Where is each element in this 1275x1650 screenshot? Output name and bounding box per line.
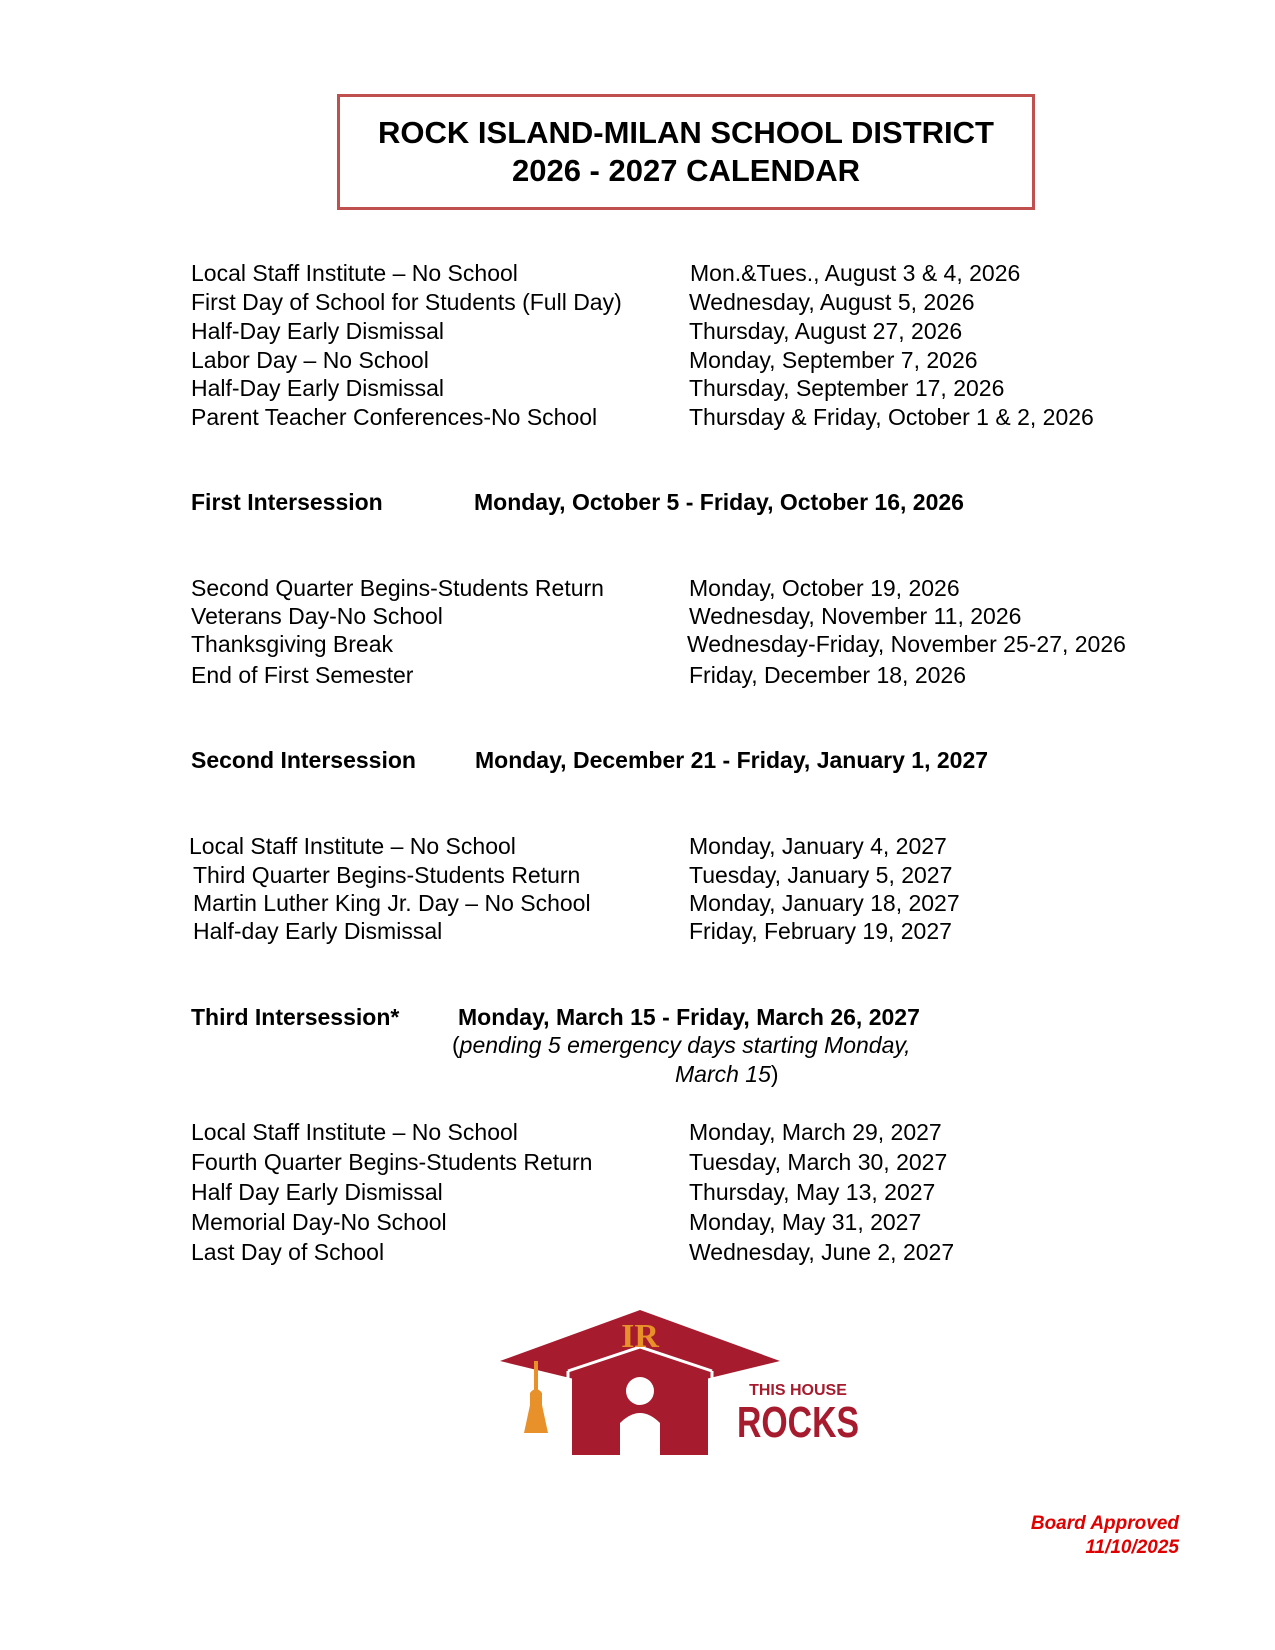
district-title: ROCK ISLAND-MILAN SCHOOL DISTRICT: [378, 115, 994, 150]
intersession-dates: Monday, March 15 - Friday, March 26, 2027: [458, 1004, 920, 1030]
intersession-row: [0, 746, 1275, 774]
calendar-row: [0, 259, 1275, 287]
event-label: Last Day of School: [191, 1239, 385, 1265]
calendar-row: [0, 1148, 1275, 1176]
event-date: Wednesday, November 11, 2026: [689, 603, 1022, 629]
event-date: Thursday, August 27, 2026: [689, 318, 963, 344]
intersession-row: [0, 488, 1275, 516]
event-label: Half-day Early Dismissal: [193, 918, 443, 944]
note-text: March 15: [675, 1061, 771, 1087]
event-date: Thursday, September 17, 2026: [689, 375, 1005, 401]
paren-open: (: [452, 1032, 460, 1058]
event-label: Martin Luther King Jr. Day – No School: [193, 890, 591, 916]
event-date: Monday, March 29, 2027: [689, 1119, 942, 1145]
intersession-dates: Monday, December 21 - Friday, January 1, 2027: [475, 747, 989, 773]
approved-date: 11/10/2025: [1085, 1537, 1179, 1558]
event-date: Wednesday-Friday, November 25-27, 2026: [687, 631, 1126, 657]
tagline-big: ROCKS: [737, 1398, 859, 1447]
calendar-row: [0, 832, 1275, 860]
event-label: Thanksgiving Break: [191, 631, 393, 657]
calendar-row: [0, 630, 1275, 658]
calendar-row: [0, 917, 1275, 945]
calendar-row: [0, 374, 1275, 402]
calendar-row: [0, 403, 1275, 431]
event-date: Mon.&Tues., August 3 & 4, 2026: [690, 260, 1021, 286]
paren-close: ): [770, 1061, 779, 1087]
graduation-house-icon: [500, 1305, 860, 1460]
event-label: Local Staff Institute – No School: [189, 833, 516, 859]
event-label: Half-Day Early Dismissal: [191, 318, 445, 344]
intersession-row: [0, 1003, 1275, 1031]
district-logo: [500, 1305, 860, 1460]
event-label: Labor Day – No School: [191, 347, 429, 373]
event-label: First Day of School for Students (Full Day): [191, 289, 622, 315]
event-label: Local Staff Institute – No School: [191, 1119, 518, 1145]
calendar-row: [0, 1118, 1275, 1146]
event-date: Tuesday, January 5, 2027: [689, 862, 953, 888]
event-label: Second Quarter Begins-Students Return: [191, 575, 604, 601]
event-label: Local Staff Institute – No School: [191, 260, 518, 286]
intersession-note-line1: [452, 1031, 911, 1059]
intersession-label: Second Intersession: [191, 747, 416, 773]
event-label: Third Quarter Begins-Students Return: [193, 862, 581, 888]
event-label: Memorial Day-No School: [191, 1209, 447, 1235]
calendar-row: [0, 889, 1275, 917]
approved-label: Board Approved: [1030, 1513, 1179, 1534]
calendar-row: [0, 1238, 1275, 1266]
intersession-label: First Intersession: [191, 489, 383, 515]
event-date: Thursday, May 13, 2027: [689, 1179, 936, 1205]
event-date: Monday, May 31, 2027: [689, 1209, 922, 1235]
event-date: Wednesday, August 5, 2026: [689, 289, 975, 315]
keyhole-door: [620, 1413, 660, 1455]
event-label: Fourth Quarter Begins-Students Return: [191, 1149, 593, 1175]
calendar-row: [0, 602, 1275, 630]
monogram: IR: [621, 1318, 659, 1355]
tassel: [524, 1389, 548, 1433]
event-label: Half-Day Early Dismissal: [191, 375, 445, 401]
keyhole-top: [626, 1377, 654, 1405]
event-label: End of First Semester: [191, 662, 414, 688]
event-date: Friday, February 19, 2027: [689, 918, 952, 944]
tagline-small: THIS HOUSE: [749, 1382, 847, 1399]
intersession-note-line2: [675, 1060, 779, 1088]
event-label: Half Day Early Dismissal: [191, 1179, 443, 1205]
calendar-row: [0, 1208, 1275, 1236]
event-date: Monday, October 19, 2026: [689, 575, 960, 601]
event-date: Tuesday, March 30, 2027: [689, 1149, 948, 1175]
event-label: Parent Teacher Conferences-No School: [191, 404, 598, 430]
event-date: Monday, September 7, 2026: [689, 347, 978, 373]
calendar-row: [0, 661, 1275, 689]
intersession-label: Third Intersession*: [191, 1004, 400, 1030]
calendar-title: 2026 - 2027 CALENDAR: [511, 153, 861, 188]
intersession-dates: Monday, October 5 - Friday, October 16, 2026: [474, 489, 964, 515]
calendar-row: [0, 574, 1275, 602]
event-date: Thursday & Friday, October 1 & 2, 2026: [689, 404, 1094, 430]
event-date: Monday, January 4, 2027: [689, 833, 947, 859]
event-date: Friday, December 18, 2026: [689, 662, 966, 688]
calendar-row: [0, 288, 1275, 316]
calendar-row: [0, 317, 1275, 345]
event-label: Veterans Day-No School: [191, 603, 443, 629]
calendar-row: [0, 1178, 1275, 1206]
note-text: pending 5 emergency days starting Monday,: [459, 1032, 911, 1058]
event-date: Wednesday, June 2, 2027: [689, 1239, 955, 1265]
calendar-row: [0, 346, 1275, 374]
calendar-row: [0, 861, 1275, 889]
event-date: Monday, January 18, 2027: [689, 890, 960, 916]
title-box: [337, 94, 1035, 210]
